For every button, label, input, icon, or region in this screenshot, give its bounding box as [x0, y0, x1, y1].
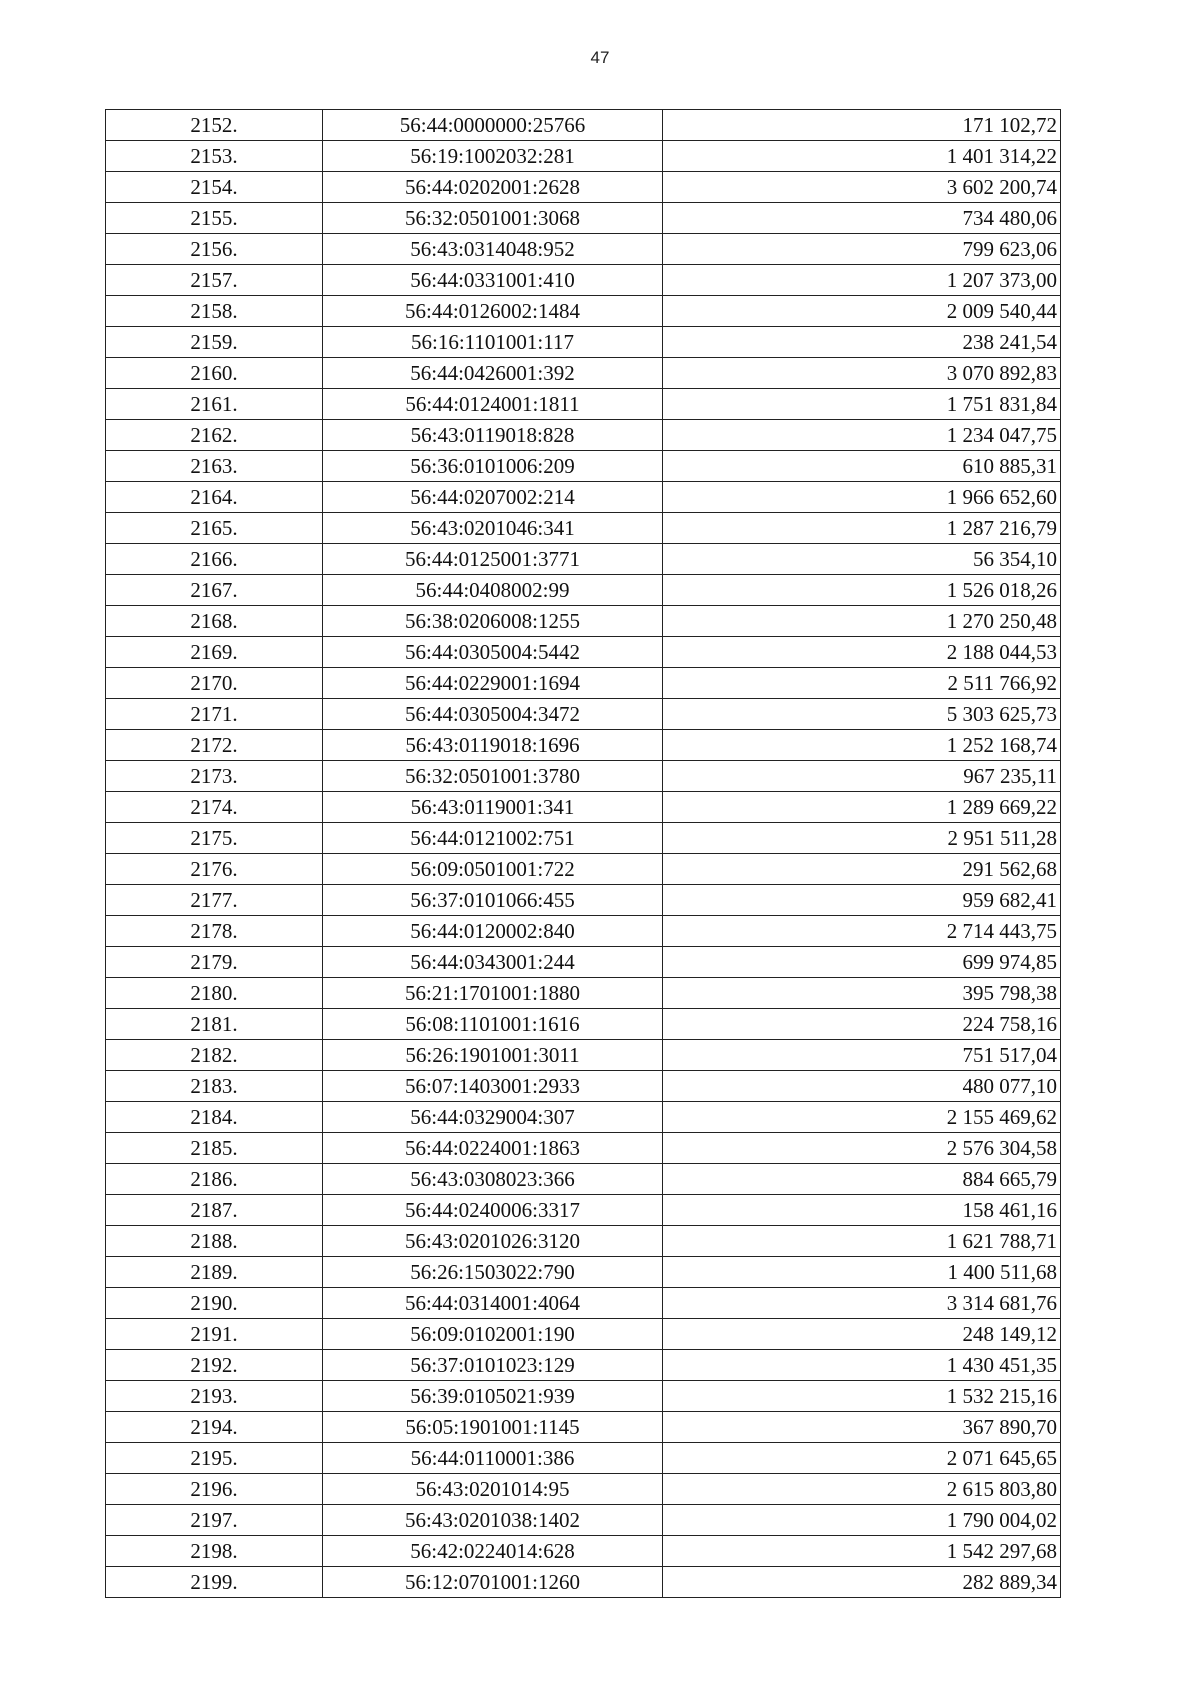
- cadastral-value-table: [105, 109, 1061, 1598]
- cadastral-number-cell: 56:43:0201014:95: [323, 1474, 663, 1505]
- table-row: [106, 1505, 1061, 1536]
- row-number-cell: 2184.: [106, 1102, 323, 1133]
- row-number-cell: 2165.: [106, 513, 323, 544]
- row-number-cell: 2153.: [106, 141, 323, 172]
- page-number: 47: [590, 48, 610, 67]
- cadastral-value-cell: 282 889,34: [663, 1567, 1061, 1598]
- row-number-cell: 2196.: [106, 1474, 323, 1505]
- cadastral-value-cell: 5 303 625,73: [663, 699, 1061, 730]
- table-row: [106, 482, 1061, 513]
- cadastral-value-cell: 2 511 766,92: [663, 668, 1061, 699]
- table-row: [106, 451, 1061, 482]
- cadastral-number-cell: 56:16:1101001:117: [323, 327, 663, 358]
- row-number-cell: 2197.: [106, 1505, 323, 1536]
- cadastral-value-cell: 2 071 645,65: [663, 1443, 1061, 1474]
- row-number-cell: 2172.: [106, 730, 323, 761]
- table-row: [106, 265, 1061, 296]
- cadastral-number-cell: 56:19:1002032:281: [323, 141, 663, 172]
- row-number-cell: 2155.: [106, 203, 323, 234]
- table-row: [106, 1102, 1061, 1133]
- row-number-cell: 2156.: [106, 234, 323, 265]
- row-number-cell: 2174.: [106, 792, 323, 823]
- cadastral-value-cell: 2 188 044,53: [663, 637, 1061, 668]
- table-row: [106, 1071, 1061, 1102]
- cadastral-number-cell: 56:44:0120002:840: [323, 916, 663, 947]
- cadastral-value-cell: 1 790 004,02: [663, 1505, 1061, 1536]
- table-row: [106, 668, 1061, 699]
- cadastral-number-cell: 56:36:0101006:209: [323, 451, 663, 482]
- cadastral-number-cell: 56:08:1101001:1616: [323, 1009, 663, 1040]
- table-row: [106, 916, 1061, 947]
- table-row: [106, 358, 1061, 389]
- table-row: [106, 1319, 1061, 1350]
- row-number-cell: 2167.: [106, 575, 323, 606]
- cadastral-value-cell: 1 207 373,00: [663, 265, 1061, 296]
- cadastral-value-cell: 959 682,41: [663, 885, 1061, 916]
- row-number-cell: 2175.: [106, 823, 323, 854]
- cadastral-number-cell: 56:21:1701001:1880: [323, 978, 663, 1009]
- cadastral-number-cell: 56:44:0121002:751: [323, 823, 663, 854]
- row-number-cell: 2179.: [106, 947, 323, 978]
- cadastral-number-cell: 56:26:1503022:790: [323, 1257, 663, 1288]
- cadastral-value-cell: 367 890,70: [663, 1412, 1061, 1443]
- table-row: [106, 761, 1061, 792]
- cadastral-value-cell: 56 354,10: [663, 544, 1061, 575]
- table-row: [106, 110, 1061, 141]
- cadastral-value-cell: 1 542 297,68: [663, 1536, 1061, 1567]
- row-number-cell: 2159.: [106, 327, 323, 358]
- cadastral-value-cell: 1 532 215,16: [663, 1381, 1061, 1412]
- cadastral-number-cell: 56:43:0314048:952: [323, 234, 663, 265]
- cadastral-number-cell: 56:44:0224001:1863: [323, 1133, 663, 1164]
- cadastral-number-cell: 56:07:1403001:2933: [323, 1071, 663, 1102]
- cadastral-number-cell: 56:12:0701001:1260: [323, 1567, 663, 1598]
- cadastral-number-cell: 56:37:0101066:455: [323, 885, 663, 916]
- cadastral-number-cell: 56:44:0240006:3317: [323, 1195, 663, 1226]
- table-row: [106, 1443, 1061, 1474]
- table-row: [106, 854, 1061, 885]
- cadastral-value-cell: 1 234 047,75: [663, 420, 1061, 451]
- cadastral-value-cell: 224 758,16: [663, 1009, 1061, 1040]
- table-row: [106, 203, 1061, 234]
- cadastral-value-cell: 1 252 168,74: [663, 730, 1061, 761]
- cadastral-number-cell: 56:44:0110001:386: [323, 1443, 663, 1474]
- cadastral-number-cell: 56:05:1901001:1145: [323, 1412, 663, 1443]
- cadastral-number-cell: 56:43:0119001:341: [323, 792, 663, 823]
- cadastral-number-cell: 56:44:0126002:1484: [323, 296, 663, 327]
- table-row: [106, 1257, 1061, 1288]
- cadastral-number-cell: 56:43:0308023:366: [323, 1164, 663, 1195]
- row-number-cell: 2176.: [106, 854, 323, 885]
- row-number-cell: 2185.: [106, 1133, 323, 1164]
- cadastral-value-cell: 2 576 304,58: [663, 1133, 1061, 1164]
- cadastral-value-cell: 2 951 511,28: [663, 823, 1061, 854]
- row-number-cell: 2198.: [106, 1536, 323, 1567]
- row-number-cell: 2163.: [106, 451, 323, 482]
- cadastral-value-cell: 3 314 681,76: [663, 1288, 1061, 1319]
- cadastral-value-cell: 734 480,06: [663, 203, 1061, 234]
- cadastral-value-cell: 1 526 018,26: [663, 575, 1061, 606]
- cadastral-number-cell: 56:44:0125001:3771: [323, 544, 663, 575]
- cadastral-value-cell: 1 966 652,60: [663, 482, 1061, 513]
- row-number-cell: 2188.: [106, 1226, 323, 1257]
- cadastral-value-cell: 799 623,06: [663, 234, 1061, 265]
- cadastral-value-cell: 480 077,10: [663, 1071, 1061, 1102]
- table-row: [106, 823, 1061, 854]
- cadastral-number-cell: 56:44:0408002:99: [323, 575, 663, 606]
- table-row: [106, 1536, 1061, 1567]
- cadastral-value-cell: 610 885,31: [663, 451, 1061, 482]
- cadastral-value-cell: 1 751 831,84: [663, 389, 1061, 420]
- row-number-cell: 2192.: [106, 1350, 323, 1381]
- cadastral-value-cell: 1 289 669,22: [663, 792, 1061, 823]
- row-number-cell: 2166.: [106, 544, 323, 575]
- cadastral-value-cell: 238 241,54: [663, 327, 1061, 358]
- cadastral-value-cell: 967 235,11: [663, 761, 1061, 792]
- table-row: [106, 637, 1061, 668]
- cadastral-value-cell: 1 401 314,22: [663, 141, 1061, 172]
- table-row: [106, 792, 1061, 823]
- table-row: [106, 513, 1061, 544]
- table-row: [106, 141, 1061, 172]
- table-row: [106, 544, 1061, 575]
- cadastral-number-cell: 56:44:0202001:2628: [323, 172, 663, 203]
- row-number-cell: 2169.: [106, 637, 323, 668]
- row-number-cell: 2178.: [106, 916, 323, 947]
- cadastral-value-cell: 884 665,79: [663, 1164, 1061, 1195]
- table-row: [106, 606, 1061, 637]
- cadastral-value-cell: 3 070 892,83: [663, 358, 1061, 389]
- cadastral-value-cell: 3 602 200,74: [663, 172, 1061, 203]
- cadastral-number-cell: 56:42:0224014:628: [323, 1536, 663, 1567]
- table-row: [106, 389, 1061, 420]
- table-row: [106, 1474, 1061, 1505]
- cadastral-number-cell: 56:43:0201026:3120: [323, 1226, 663, 1257]
- cadastral-number-cell: 56:44:0331001:410: [323, 265, 663, 296]
- cadastral-value-cell: 1 400 511,68: [663, 1257, 1061, 1288]
- row-number-cell: 2190.: [106, 1288, 323, 1319]
- row-number-cell: 2158.: [106, 296, 323, 327]
- cadastral-value-cell: 248 149,12: [663, 1319, 1061, 1350]
- cadastral-number-cell: 56:09:0102001:190: [323, 1319, 663, 1350]
- row-number-cell: 2180.: [106, 978, 323, 1009]
- cadastral-number-cell: 56:44:0000000:25766: [323, 110, 663, 141]
- row-number-cell: 2181.: [106, 1009, 323, 1040]
- cadastral-value-cell: 158 461,16: [663, 1195, 1061, 1226]
- table-row: [106, 420, 1061, 451]
- cadastral-value-cell: 699 974,85: [663, 947, 1061, 978]
- table-row: [106, 1381, 1061, 1412]
- row-number-cell: 2168.: [106, 606, 323, 637]
- table-row: [106, 1412, 1061, 1443]
- cadastral-number-cell: 56:39:0105021:939: [323, 1381, 663, 1412]
- cadastral-number-cell: 56:44:0329004:307: [323, 1102, 663, 1133]
- table-row: [106, 575, 1061, 606]
- table-row: [106, 1009, 1061, 1040]
- cadastral-value-cell: 2 155 469,62: [663, 1102, 1061, 1133]
- table-body: [106, 110, 1061, 1598]
- cadastral-value-cell: 1 430 451,35: [663, 1350, 1061, 1381]
- cadastral-number-cell: 56:32:0501001:3780: [323, 761, 663, 792]
- table-row: [106, 1164, 1061, 1195]
- table-row: [106, 234, 1061, 265]
- cadastral-value-cell: 751 517,04: [663, 1040, 1061, 1071]
- table-row: [106, 730, 1061, 761]
- cadastral-number-cell: 56:43:0201038:1402: [323, 1505, 663, 1536]
- cadastral-number-cell: 56:09:0501001:722: [323, 854, 663, 885]
- table-row: [106, 885, 1061, 916]
- table-row: [106, 296, 1061, 327]
- row-number-cell: 2157.: [106, 265, 323, 296]
- cadastral-number-cell: 56:44:0124001:1811: [323, 389, 663, 420]
- row-number-cell: 2193.: [106, 1381, 323, 1412]
- row-number-cell: 2187.: [106, 1195, 323, 1226]
- row-number-cell: 2161.: [106, 389, 323, 420]
- table-row: [106, 1195, 1061, 1226]
- cadastral-number-cell: 56:44:0343001:244: [323, 947, 663, 978]
- table-row: [106, 1350, 1061, 1381]
- row-number-cell: 2191.: [106, 1319, 323, 1350]
- row-number-cell: 2162.: [106, 420, 323, 451]
- cadastral-number-cell: 56:37:0101023:129: [323, 1350, 663, 1381]
- cadastral-number-cell: 56:43:0201046:341: [323, 513, 663, 544]
- cadastral-number-cell: 56:44:0207002:214: [323, 482, 663, 513]
- table-row: [106, 947, 1061, 978]
- table-row: [106, 172, 1061, 203]
- row-number-cell: 2182.: [106, 1040, 323, 1071]
- cadastral-number-cell: 56:44:0229001:1694: [323, 668, 663, 699]
- row-number-cell: 2160.: [106, 358, 323, 389]
- table-row: [106, 1040, 1061, 1071]
- table-row: [106, 327, 1061, 358]
- table-row: [106, 699, 1061, 730]
- cadastral-value-cell: 2 615 803,80: [663, 1474, 1061, 1505]
- row-number-cell: 2189.: [106, 1257, 323, 1288]
- row-number-cell: 2199.: [106, 1567, 323, 1598]
- cadastral-value-cell: 2 714 443,75: [663, 916, 1061, 947]
- cadastral-number-cell: 56:44:0305004:3472: [323, 699, 663, 730]
- row-number-cell: 2170.: [106, 668, 323, 699]
- table-row: [106, 1133, 1061, 1164]
- cadastral-number-cell: 56:44:0305004:5442: [323, 637, 663, 668]
- row-number-cell: 2183.: [106, 1071, 323, 1102]
- cadastral-number-cell: 56:32:0501001:3068: [323, 203, 663, 234]
- row-number-cell: 2177.: [106, 885, 323, 916]
- cadastral-number-cell: 56:43:0119018:828: [323, 420, 663, 451]
- cadastral-value-cell: 395 798,38: [663, 978, 1061, 1009]
- row-number-cell: 2195.: [106, 1443, 323, 1474]
- row-number-cell: 2194.: [106, 1412, 323, 1443]
- table-row: [106, 1288, 1061, 1319]
- cadastral-value-cell: 1 621 788,71: [663, 1226, 1061, 1257]
- cadastral-number-cell: 56:44:0426001:392: [323, 358, 663, 389]
- row-number-cell: 2171.: [106, 699, 323, 730]
- cadastral-number-cell: 56:26:1901001:3011: [323, 1040, 663, 1071]
- table-row: [106, 1567, 1061, 1598]
- cadastral-number-cell: 56:43:0119018:1696: [323, 730, 663, 761]
- cadastral-value-cell: 1 287 216,79: [663, 513, 1061, 544]
- row-number-cell: 2154.: [106, 172, 323, 203]
- table-row: [106, 978, 1061, 1009]
- cadastral-value-cell: 1 270 250,48: [663, 606, 1061, 637]
- row-number-cell: 2186.: [106, 1164, 323, 1195]
- cadastral-value-cell: 291 562,68: [663, 854, 1061, 885]
- cadastral-value-cell: 2 009 540,44: [663, 296, 1061, 327]
- cadastral-number-cell: 56:38:0206008:1255: [323, 606, 663, 637]
- cadastral-value-cell: 171 102,72: [663, 110, 1061, 141]
- cadastral-number-cell: 56:44:0314001:4064: [323, 1288, 663, 1319]
- row-number-cell: 2164.: [106, 482, 323, 513]
- row-number-cell: 2173.: [106, 761, 323, 792]
- row-number-cell: 2152.: [106, 110, 323, 141]
- table-row: [106, 1226, 1061, 1257]
